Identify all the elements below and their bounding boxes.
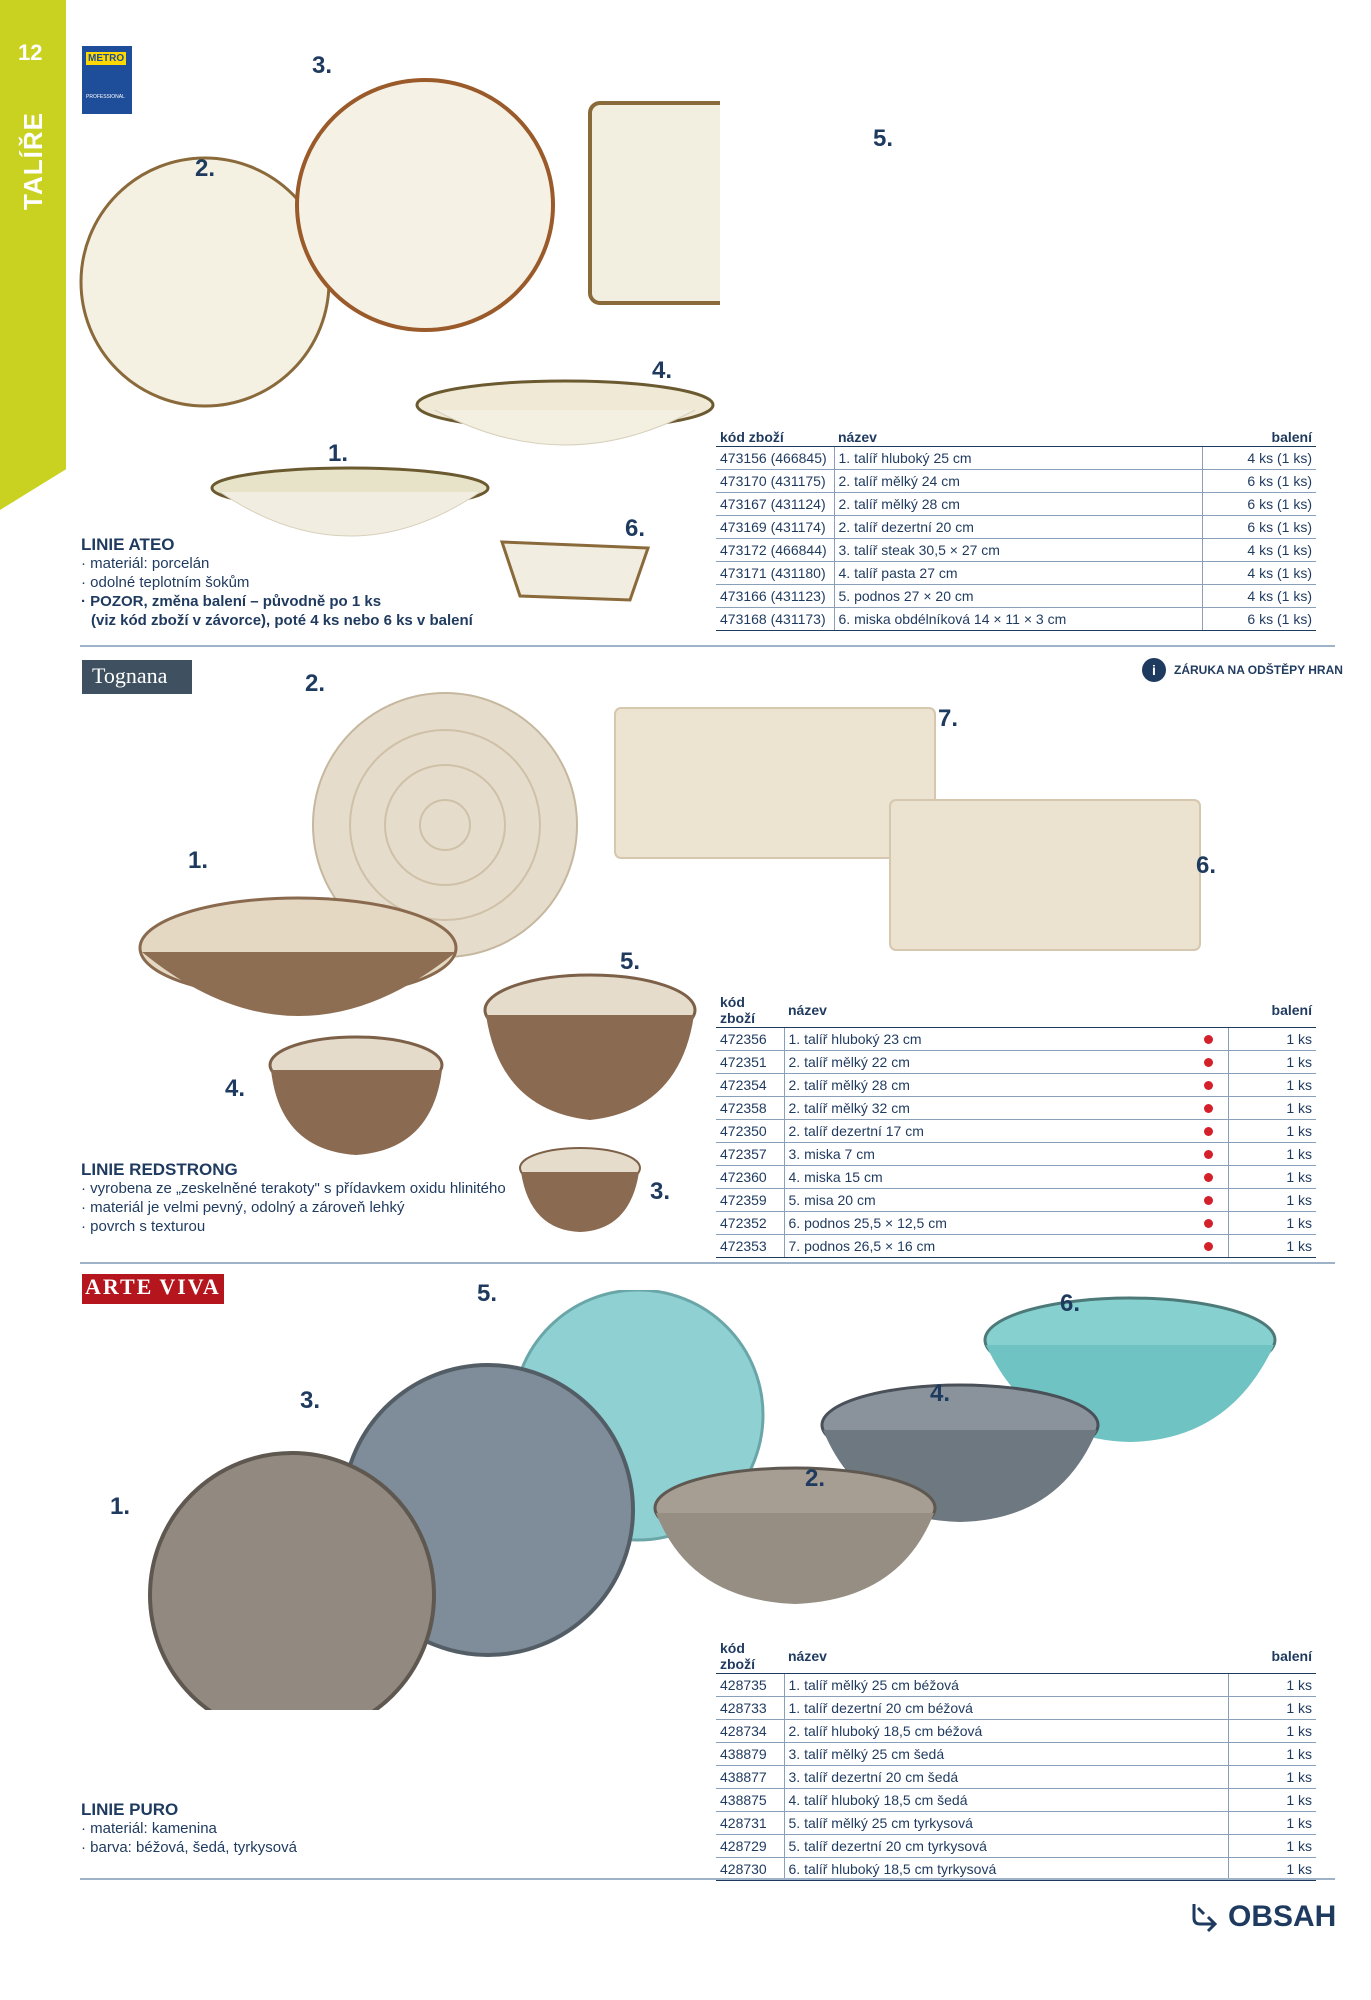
redstrong-tray-small <box>890 800 1200 950</box>
col-header-name: název <box>784 1639 1228 1674</box>
redstrong-label-4: 4. <box>225 1075 246 1102</box>
arrow-icon <box>1188 1900 1222 1934</box>
redstrong-bullet: · materiál je velmi pevný, odolný a zároveň lehký <box>81 1199 405 1216</box>
metro-logo-subtext: PROFESSIONAL <box>86 94 125 100</box>
puro-bullet: · materiál: kamenina <box>81 1820 217 1837</box>
redstrong-label-2: 2. <box>305 670 326 697</box>
ateo-label-4: 4. <box>652 357 673 384</box>
col-header-pack: balení <box>1202 428 1316 447</box>
arteviva-logo-part1: ARTE <box>82 1274 156 1304</box>
arteviva-logo-part2: VIVA <box>156 1274 223 1304</box>
table-row: 473172 (466844) 3. talíř steak 30,5 × 27 cm 4 ks (1 ks) <box>716 539 1316 562</box>
ateo-bullet-warning-2: (viz kód zboží v závorce), poté 4 ks nebo 6 ks v balení <box>91 612 473 629</box>
table-row: 428730 6. talíř hluboký 18,5 cm tyrkysová 1 ks <box>716 1858 1316 1881</box>
warranty-note <box>1142 658 1343 682</box>
table-row: 473169 (431174) 2. talíř dezertní 20 cm 6 ks (1 ks) <box>716 516 1316 539</box>
redstrong-bullets <box>81 1179 506 1236</box>
table-row: 428729 5. talíř dezertní 20 cm tyrkysová 1 ks <box>716 1835 1316 1858</box>
table-row: 473167 (431124) 2. talíř mělký 28 cm 6 ks (1 ks) <box>716 493 1316 516</box>
ateo-steak-plate <box>297 80 553 330</box>
tognana-logo-text: Tognana <box>92 663 168 688</box>
table-header <box>716 993 1316 1028</box>
puro-title: LINIE PURO <box>81 1800 179 1819</box>
puro-label-5: 5. <box>477 1280 498 1307</box>
table-row: 473166 (431123) 5. podnos 27 × 20 cm 4 ks (1 ks) <box>716 585 1316 608</box>
redstrong-label-7: 7. <box>938 705 959 732</box>
page-number: 12 <box>18 40 43 65</box>
ateo-label-6: 6. <box>625 515 646 542</box>
table-row: 472358 2. talíř mělký 32 cm 1 ks <box>716 1097 1316 1120</box>
table-row: 438877 3. talíř dezertní 20 cm šedá 1 ks <box>716 1766 1316 1789</box>
info-icon: i <box>1142 658 1166 682</box>
redstrong-bullet: · vyrobena ze „zeskelněné terakoty" s přídavkem oxidu hlinitého <box>81 1180 506 1197</box>
col-header-code: kód zboží <box>716 993 784 1028</box>
table-row: 428735 1. talíř mělký 25 cm béžová 1 ks <box>716 1674 1316 1697</box>
table-row: 472356 1. talíř hluboký 23 cm 1 ks <box>716 1028 1316 1051</box>
warranty-dot-icon <box>1204 1104 1213 1113</box>
table-row: 428733 1. talíř dezertní 20 cm béžová 1 ks <box>716 1697 1316 1720</box>
warranty-text: ZÁRUKA NA ODŠTĚPY HRAN <box>1174 663 1343 677</box>
table-row: 428731 5. talíř mělký 25 cm tyrkysová 1 ks <box>716 1812 1316 1835</box>
table-header <box>716 1639 1316 1674</box>
puro-label-4: 4. <box>930 1380 951 1407</box>
warranty-dot-icon <box>1204 1035 1213 1044</box>
redstrong-bullet: · povrch s texturou <box>81 1218 206 1235</box>
metro-logo-text: METRO <box>88 53 125 64</box>
ateo-rect-bowl <box>502 542 648 600</box>
table-row: 472352 6. podnos 25,5 × 12,5 cm 1 ks <box>716 1212 1316 1235</box>
section-divider <box>80 645 1335 647</box>
ateo-bullets <box>81 554 473 630</box>
table-row: 473168 (431173) 6. miska obdélníková 14 × 11 × 3 cm 6 ks (1 ks) <box>716 608 1316 631</box>
col-header-code: kód zboží <box>716 1639 784 1674</box>
redstrong-title: LINIE REDSTRONG <box>81 1160 238 1179</box>
redstrong-table <box>716 993 1316 1258</box>
warranty-dot-icon <box>1204 1219 1213 1228</box>
redstrong-label-6: 6. <box>1196 852 1217 879</box>
ateo-label-5: 5. <box>873 125 894 152</box>
tognana-logo <box>82 660 192 694</box>
col-header-code: kód zboží <box>716 428 834 447</box>
section-divider <box>80 1878 1335 1880</box>
obsah-link[interactable] <box>1188 1900 1336 1934</box>
ateo-plate-flat <box>81 158 329 406</box>
table-header <box>716 428 1316 447</box>
col-header-pack: balení <box>1228 993 1316 1028</box>
table-row: 472351 2. talíř mělký 22 cm 1 ks <box>716 1051 1316 1074</box>
ateo-tray <box>590 103 720 303</box>
ateo-product-photos <box>70 40 720 620</box>
puro-bullet: · barva: béžová, šedá, tyrkysová <box>81 1839 297 1856</box>
ateo-label-1: 1. <box>328 440 349 467</box>
warranty-dot-icon <box>1204 1242 1213 1251</box>
redstrong-tray-large <box>615 708 935 858</box>
puro-label-2: 2. <box>805 1465 826 1492</box>
ateo-bullet: · odolné teplotním šokům <box>81 574 250 591</box>
side-label: TALÍŘE <box>18 112 48 210</box>
warranty-dot-icon <box>1204 1058 1213 1067</box>
table-row: 472350 2. talíř dezertní 17 cm 1 ks <box>716 1120 1316 1143</box>
puro-table <box>716 1639 1316 1881</box>
obsah-text: OBSAH <box>1228 1900 1337 1933</box>
redstrong-label-5: 5. <box>620 948 641 975</box>
puro-label-6: 6. <box>1060 1290 1081 1317</box>
table-row: 428734 2. talíř hluboký 18,5 cm béžová 1 ks <box>716 1720 1316 1743</box>
col-header-pack: balení <box>1228 1639 1316 1674</box>
ateo-bullet-warning: · POZOR, změna balení – původně po 1 ks <box>81 593 382 610</box>
table-row: 438875 4. talíř hluboký 18,5 cm šedá 1 ks <box>716 1789 1316 1812</box>
warranty-dot-icon <box>1204 1150 1213 1159</box>
redstrong-label-1: 1. <box>188 847 209 874</box>
warranty-dot-icon <box>1204 1081 1213 1090</box>
warranty-dot-icon <box>1204 1127 1213 1136</box>
col-header-name: název <box>784 993 1200 1028</box>
puro-label-1: 1. <box>110 1493 131 1520</box>
side-tab <box>0 0 66 510</box>
warranty-dot-icon <box>1204 1173 1213 1182</box>
puro-plate-beige <box>150 1453 434 1710</box>
table-row: 473170 (431175) 2. talíř mělký 24 cm 6 ks (1 ks) <box>716 470 1316 493</box>
puro-label-3: 3. <box>300 1387 321 1414</box>
table-row: 472353 7. podnos 26,5 × 16 cm 1 ks <box>716 1235 1316 1258</box>
warranty-dot-icon <box>1204 1196 1213 1205</box>
ateo-label-2: 2. <box>195 155 216 182</box>
table-row: 472357 3. miska 7 cm 1 ks <box>716 1143 1316 1166</box>
col-header-name: název <box>834 428 1202 447</box>
ateo-label-3: 3. <box>312 52 333 79</box>
redstrong-label-3: 3. <box>650 1178 671 1205</box>
section-divider <box>80 1262 1335 1264</box>
table-row: 473171 (431180) 4. talíř pasta 27 cm 4 ks (1 ks) <box>716 562 1316 585</box>
ateo-table <box>716 428 1316 631</box>
puro-bullets <box>81 1819 297 1857</box>
table-row: 472354 2. talíř mělký 28 cm 1 ks <box>716 1074 1316 1097</box>
table-row: 472359 5. misa 20 cm 1 ks <box>716 1189 1316 1212</box>
table-row: 438879 3. talíř mělký 25 cm šedá 1 ks <box>716 1743 1316 1766</box>
table-row: 473156 (466845) 1. talíř hluboký 25 cm 4 ks (1 ks) <box>716 447 1316 470</box>
ateo-bullet: · materiál: porcelán <box>81 555 210 572</box>
table-row: 472360 4. miska 15 cm 1 ks <box>716 1166 1316 1189</box>
ateo-title: LINIE ATEO <box>81 535 175 554</box>
